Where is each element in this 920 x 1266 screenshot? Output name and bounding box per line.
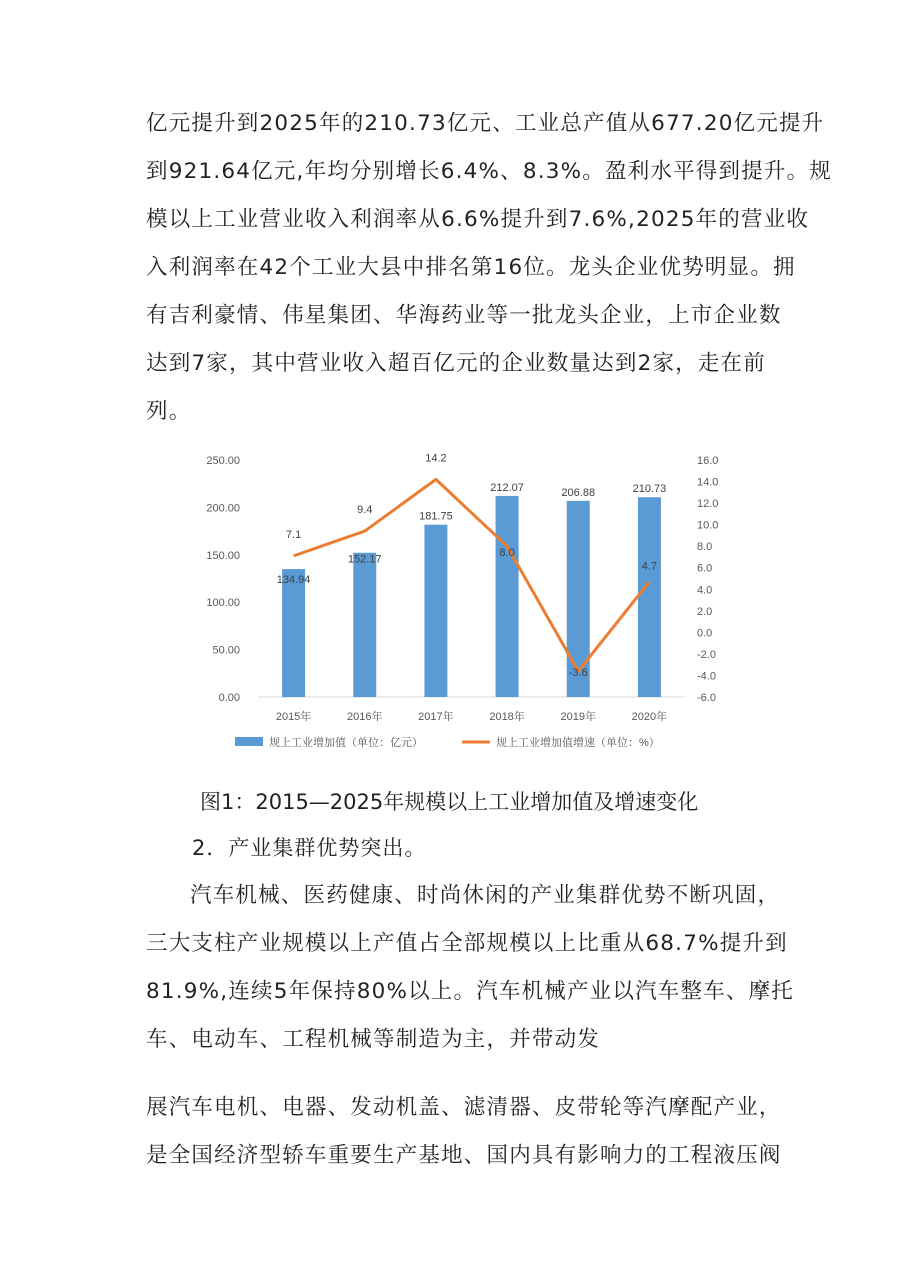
bar-data-label: 206.88 — [561, 486, 596, 499]
paragraph-3 — [146, 1084, 786, 1180]
text-line: 到921.64亿元,年均分别增长6.4%、8.3%。盈利水平得到提升。规 — [146, 159, 833, 184]
paragraph-1 — [146, 100, 833, 436]
left-axis-tick-label: 200.00 — [206, 502, 240, 515]
line-data-label: -3.6 — [568, 667, 588, 680]
line-data-label: 9.4 — [357, 504, 373, 517]
right-axis-tick-label: 12.0 — [697, 498, 719, 511]
text-line: 入利润率在42个工业大县中排名第16位。龙头企业优势明显。拥 — [146, 255, 796, 280]
figure-caption: 图1：2015—2025年规模以上工业增加值及增速变化 — [200, 790, 699, 814]
x-axis-tick-label: 2018年 — [489, 711, 525, 723]
text-line: 是全国经济型轿车重要生产基地、国内具有影响力的工程液压阀 — [146, 1143, 782, 1168]
text-line: 81.9%,连续5年保持80%以上。汽车机械产业以汽车整车、摩托 — [146, 979, 795, 1004]
right-axis-tick-label: 2.0 — [697, 605, 713, 618]
left-axis-tick-label: 100.00 — [206, 597, 240, 610]
paragraph-2 — [146, 872, 795, 1064]
right-axis-tick-label: -6.0 — [697, 692, 716, 704]
right-axis-tick-label: -4.0 — [697, 670, 716, 683]
bar — [353, 553, 376, 697]
right-axis-tick-label: 10.0 — [697, 519, 719, 532]
bar — [638, 497, 661, 697]
text-line: 模以上工业营业收入利润率从6.6%提升到7.6%,2025年的营业收 — [146, 207, 810, 232]
growth-line — [294, 479, 650, 671]
text-line: 达到7家，其中营业收入超百亿元的企业数量达到2家，走在前 — [146, 351, 766, 376]
bar-data-label: 210.73 — [632, 483, 667, 496]
x-axis-tick-label: 2020年 — [631, 711, 668, 723]
bar — [496, 496, 519, 697]
right-axis-tick-label: 16.0 — [697, 455, 719, 467]
bar-data-label: 212.07 — [490, 481, 524, 494]
right-axis-tick-label: 4.0 — [697, 584, 713, 597]
legend-line-label: 规上工业增加值增速（单位：%） — [496, 737, 660, 749]
bar — [282, 569, 305, 697]
x-axis-tick-label: 2019年 — [560, 711, 596, 723]
text-line: 汽车机械、医药健康、时尚休闲的产业集群优势不断巩固， — [190, 883, 781, 908]
left-axis-tick-label: 250.00 — [206, 455, 240, 467]
x-axis-tick-label: 2016年 — [347, 711, 383, 723]
text-line: 车、电动车、工程机械等制造为主，并带动发 — [146, 1027, 601, 1052]
line-data-label: 7.1 — [285, 528, 302, 541]
section-heading: 2．产业集群优势突出。 — [192, 836, 427, 860]
line-data-label: 4.7 — [641, 560, 658, 573]
legend-bar-swatch — [235, 737, 263, 746]
x-axis-tick-label: 2015年 — [275, 711, 312, 723]
text-line: 展汽车电机、电器、发动机盖、滤清器、皮带轮等汽摩配产业， — [146, 1095, 782, 1120]
text-line: 列。 — [146, 399, 192, 424]
left-axis-tick-label: 150.00 — [206, 549, 240, 562]
right-axis-tick-label: 0.0 — [697, 627, 713, 640]
line-data-label: 14.2 — [425, 452, 447, 465]
legend-bar-label: 规上工业增加值（单位：亿元） — [269, 737, 423, 749]
right-axis-tick-label: 6.0 — [697, 562, 713, 575]
left-axis-tick-label: 50.00 — [212, 644, 240, 657]
combo-chart — [180, 440, 720, 770]
line-data-label: 8.0 — [499, 547, 515, 560]
right-axis-tick-label: 8.0 — [697, 541, 713, 554]
bar-data-label: 181.75 — [419, 510, 453, 523]
bar-data-label: 134.94 — [276, 574, 311, 587]
right-axis-tick-label: 14.0 — [697, 476, 719, 489]
bar — [424, 525, 447, 697]
bar-data-label: 152.17 — [347, 553, 382, 566]
text-line: 亿元提升到2025年的210.73亿元、工业总产值从677.20亿元提升 — [146, 111, 825, 136]
x-axis-tick-label: 2017年 — [418, 711, 454, 723]
text-line: 有吉利豪情、伟星集团、华海药业等一批龙头企业，上市企业数 — [146, 303, 782, 328]
left-axis-tick-label: 0.00 — [218, 692, 240, 704]
text-line: 三大支柱产业规模以上产值占全部规模以上比重从68.7%提升到 — [146, 931, 788, 956]
right-axis-tick-label: -2.0 — [697, 648, 716, 661]
